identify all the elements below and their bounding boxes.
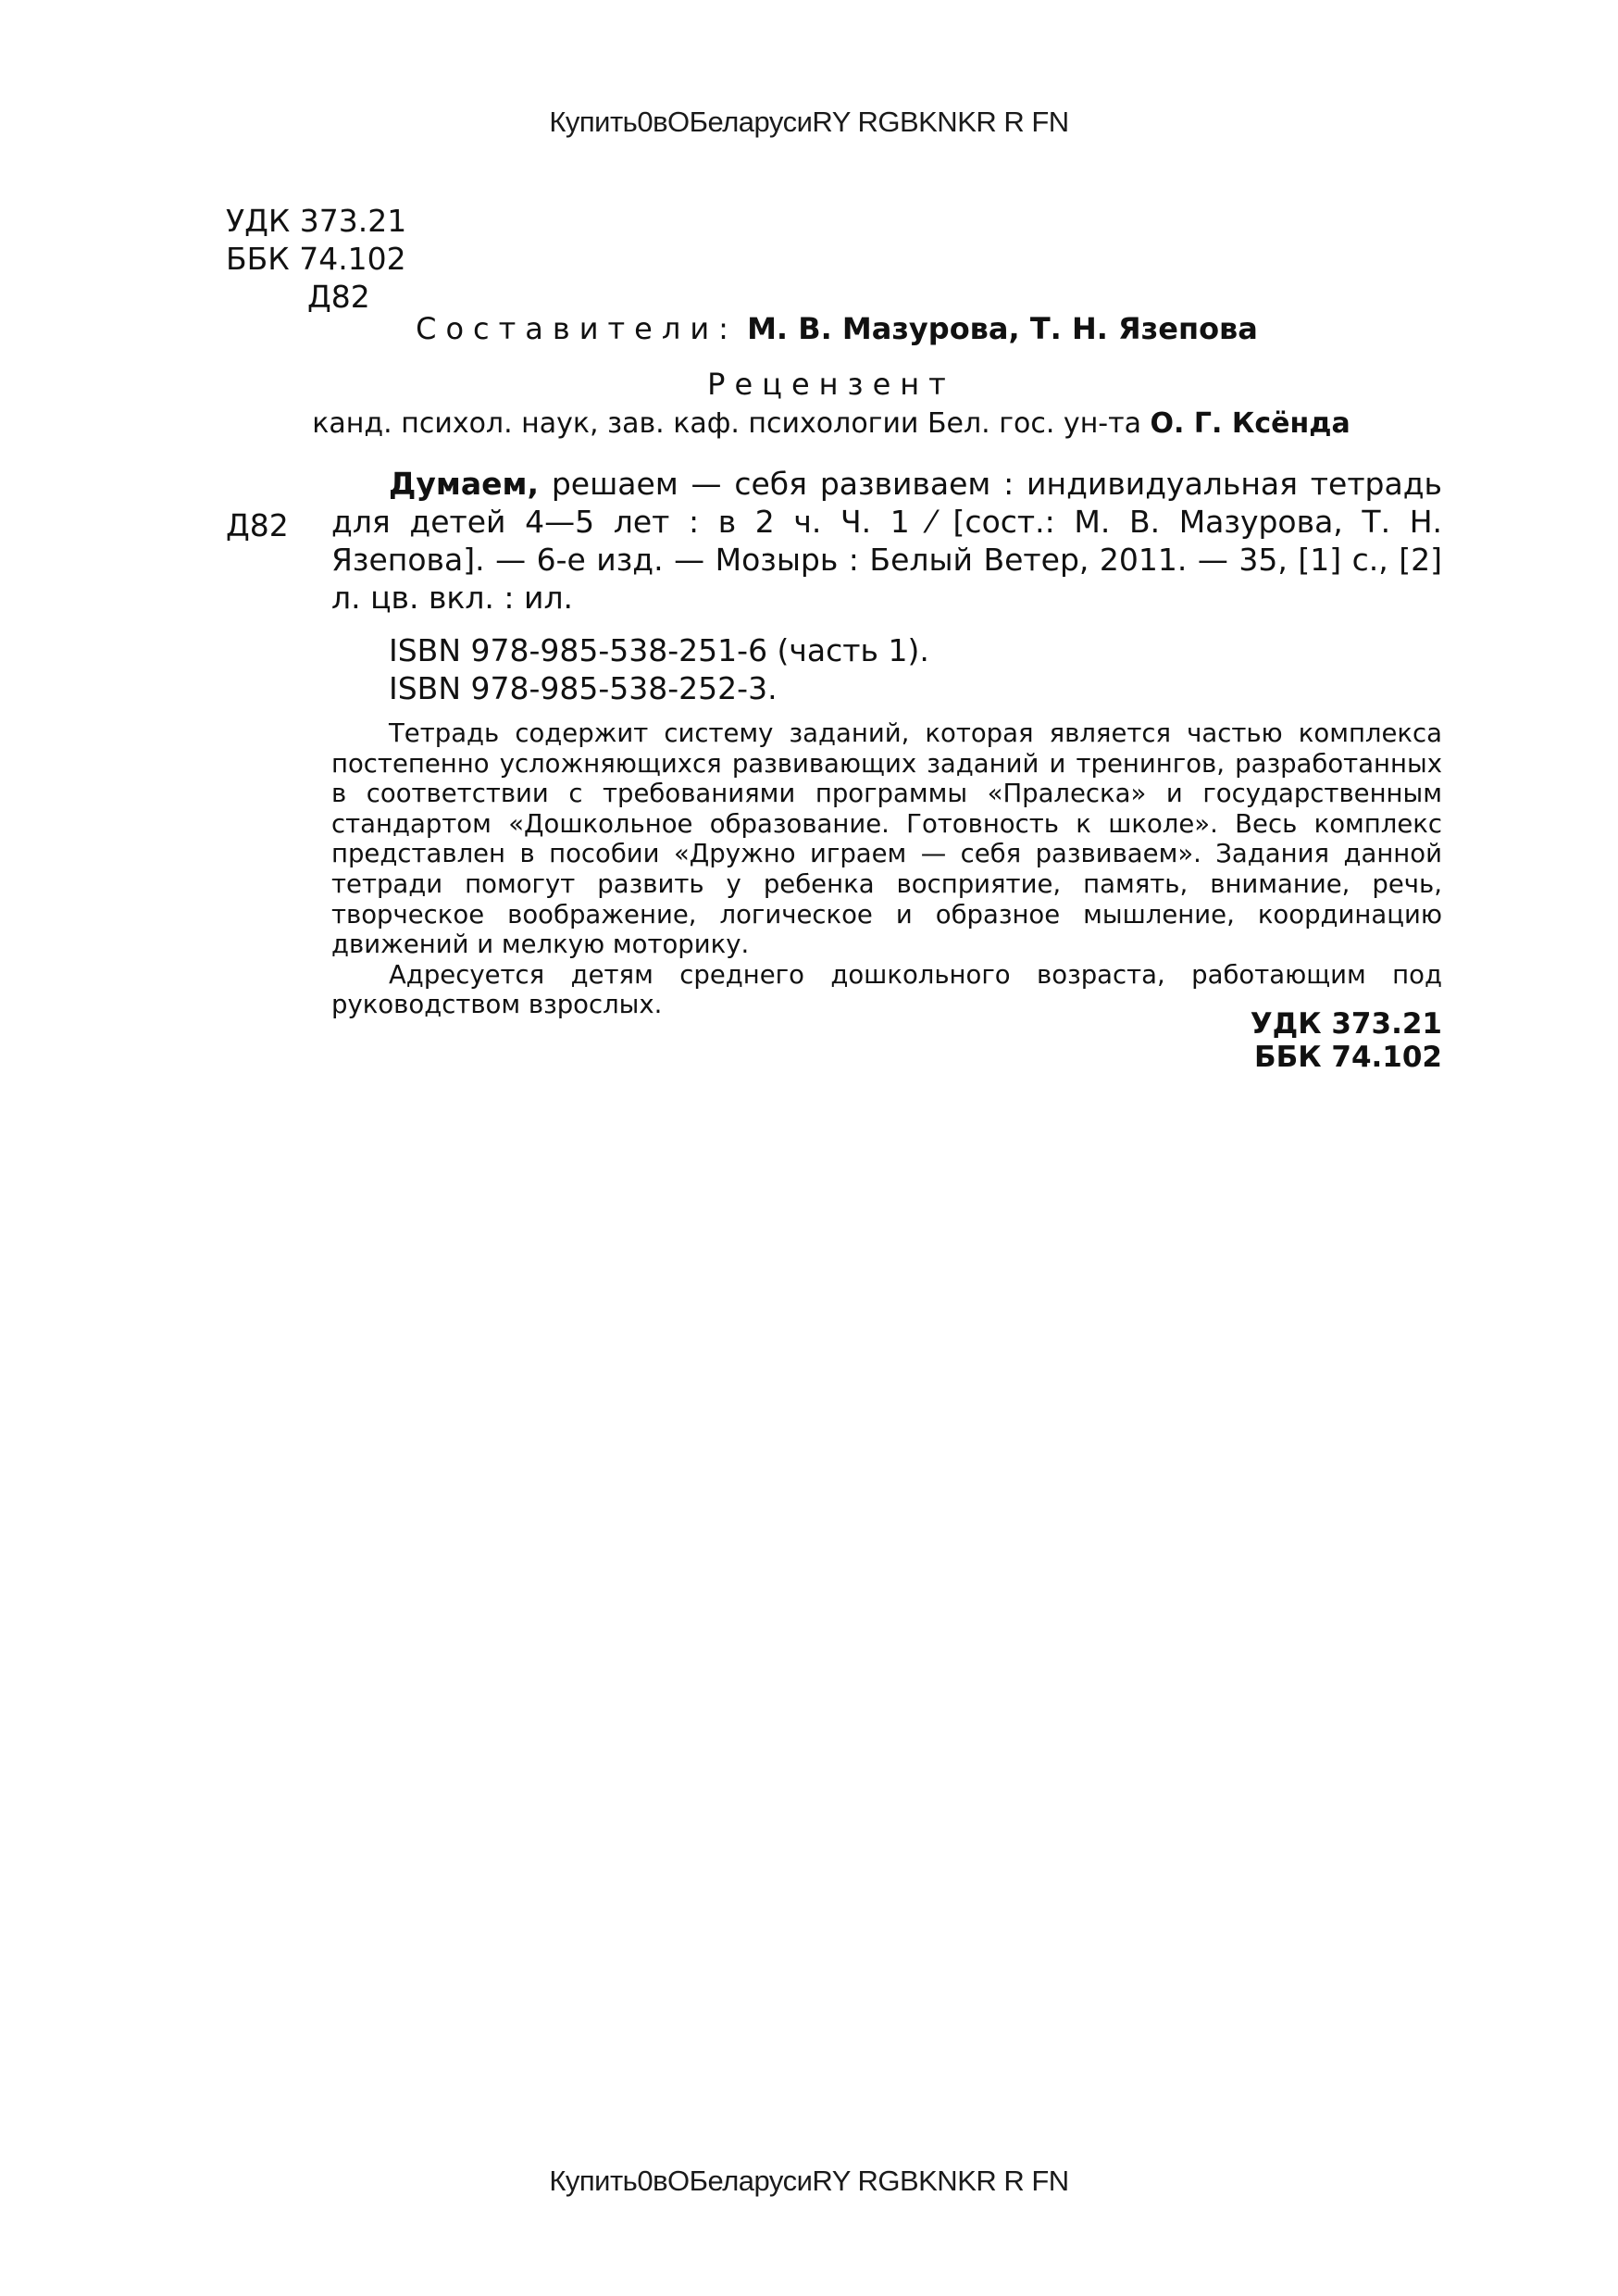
isbn-part-1: ISBN 978-985-538-251-6 (часть 1).	[389, 632, 929, 668]
reviewer-credentials: канд. психол. наук, зав. каф. психологии Бел. гос. ун-та	[312, 407, 1141, 440]
classification-codes	[226, 202, 406, 316]
isbn-block	[389, 631, 929, 707]
isbn-set: ISBN 978-985-538-252-3.	[389, 670, 778, 706]
footer-udk: УДК 373.21	[1250, 1007, 1442, 1041]
reviewer-label: Рецензент	[707, 367, 955, 402]
compilers-names: М. В. Мазурова, Т. Н. Язепова	[747, 311, 1258, 346]
compilers-label: Составители:	[416, 311, 738, 346]
bibliographic-entry	[331, 465, 1442, 617]
entry-title: Думаем,	[389, 466, 540, 502]
abstract	[331, 718, 1442, 1020]
reviewer-name: О. Г. Ксёнда	[1150, 407, 1350, 440]
author-mark: Д82	[307, 279, 370, 315]
reviewer-line	[0, 407, 1618, 440]
entry-description: решаем — себя развиваем : индивидуальная тетрадь для детей 4—5 лет : в 2 ч. Ч. 1 ⁄ [сост.: М. В. Мазурова, Т. Н. Язепова]. — 6-е изд. — Мозырь : Белый Ветер, 2011. — 35, [1] с., [2] л. цв. вкл. : ил.	[331, 466, 1442, 616]
watermark-footer: Купить0вОБеларусиRY RGBKNKR R FN	[549, 2165, 1069, 2197]
abstract-paragraph: Тетрадь содержит систему заданий, которая является частью комплекса постепенно усложняющихся развивающих заданий и тренингов, разработанных в соответствии с требованиями программы «Пралеска» и государственным стандартом «Дошкольное образование. Готовность к школе». Весь комплекс представлен в пособии «Дружно играем — себя развиваем». Задания данной тетради помогут развить у ребенка восприятие, память, внимание, речь, творческое воображение, логическое и образное мышление, координацию движений и мелкую моторику.	[331, 718, 1442, 960]
compilers-line	[0, 311, 1618, 346]
watermark-header: Купить0вОБеларусиRY RGBKNKR R FN	[549, 106, 1069, 138]
bbk-code: ББК 74.102	[226, 241, 406, 277]
abstract-paragraph-audience: Адресуется детям среднего дошкольного возраста, работающим под руководством взрослых.	[331, 959, 1442, 1020]
footer-bbk: ББК 74.102	[1253, 1041, 1442, 1074]
entry-author-mark: Д82	[226, 507, 289, 543]
footer-classification	[1251, 1007, 1442, 1074]
udk-code: УДК 373.21	[226, 203, 407, 239]
